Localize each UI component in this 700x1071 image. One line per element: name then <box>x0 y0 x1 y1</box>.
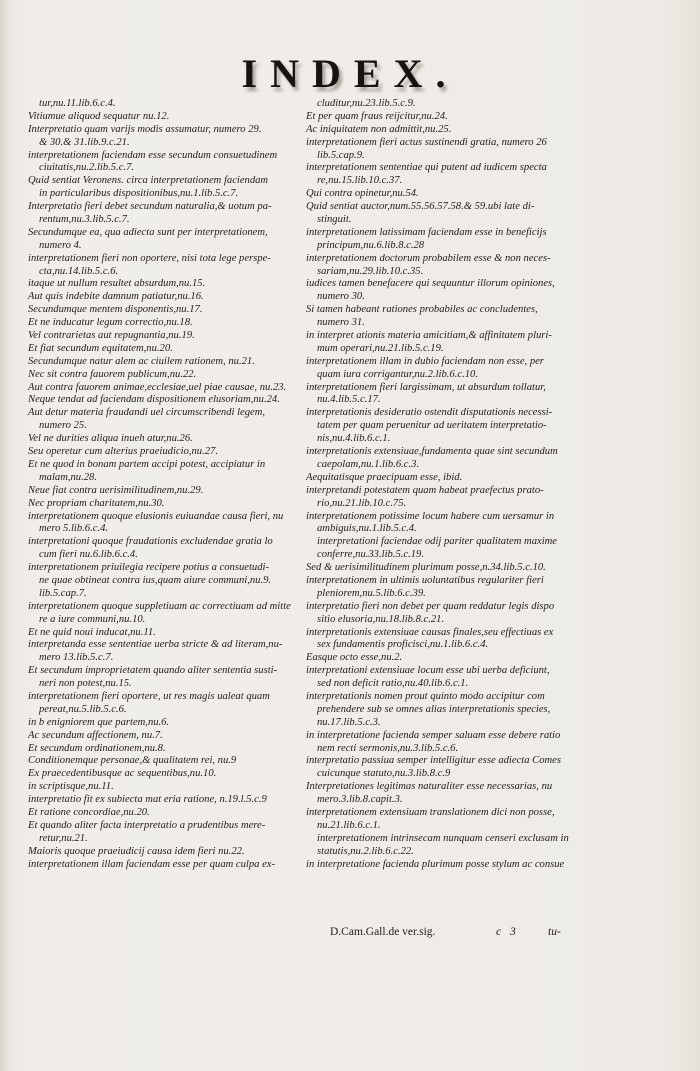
index-entry-line: Et secundum ordinationem,nu.8. <box>28 742 166 754</box>
index-entry-line: Quid sentiat auctor,num.55.56.57.58.& 59.ubi late di- <box>306 201 535 213</box>
index-entry-line: interpretationem illam in dubio faciendam non esse, per <box>306 355 544 367</box>
index-entry-line: in interpret ationis materia amicitiam,& affinitatem pluri- <box>306 330 552 342</box>
index-column-right <box>306 98 668 871</box>
index-entry-line: nu.4.lib.5.c.17. <box>317 394 381 406</box>
index-entry-line: in scriptisque,nu.11. <box>28 781 114 793</box>
index-entry-line: in particularibus dispositionibus,nu.1.lib.5.c.7. <box>39 188 239 200</box>
index-entry-line: interpretationis desideratio ostendit disputationis necessi- <box>306 407 553 419</box>
index-entry-line: tur,nu.11.lib.6.c.4. <box>39 98 116 109</box>
index-entry-line: sex fundamentis proficisci,nu.1.lib.6.c.4. <box>317 639 489 651</box>
index-entry-line: mum operari,nu.21.lib.5.c.19. <box>317 342 444 354</box>
index-entry-line: nu.17.lib.5.c.3. <box>317 716 381 728</box>
index-entry-line: rentum,nu.3.lib.5.c.7. <box>39 214 130 226</box>
index-entry-line: sitio elusoria,nu.18.lib.8.c.21. <box>317 613 445 625</box>
index-entry-line: caepolam,nu.1.lib.6.c.3. <box>317 458 420 470</box>
index-entry-line: in b enigniorem que partem,nu.6. <box>28 716 170 728</box>
index-entry-line: Nec propriam charitatem,nu.30. <box>28 497 165 509</box>
index-entry-line: itaque ut nullum resultet absurdum,nu.15. <box>28 278 206 290</box>
index-entry-line: ambiguis,nu.1.lib.5.c.4. <box>317 523 417 535</box>
index-entry-line: Ac iniquitatem non admittit,nu.25. <box>306 123 452 135</box>
index-entry-line: re a iure communi,nu.10. <box>39 613 146 625</box>
index-entry-line: interpretationi faciendae odij pariter qualitatem maxime <box>317 536 557 548</box>
index-entry-line: iudices tamen benefacere qui sequuntur illorum opiniones, <box>306 278 555 290</box>
index-entry-line: interpretationem illam faciendam esse per quam culpa ex- <box>28 858 276 870</box>
index-entry-line: Vel contrarietas aut repugnantia,nu.19. <box>28 330 195 342</box>
index-entry-line: Aut contra fauorem animae,ecclesiae,uel piae causae, nu.23. <box>28 381 287 393</box>
index-entry-line: interpretationis extensiuae causas finales,seu effectiuas ex <box>306 626 554 638</box>
index-entry-line: Vel ne durities aliqua inueh atur,nu.26. <box>28 433 193 445</box>
index-entry-line: sed non deficit ratio,nu.40.lib.6.c.1. <box>317 678 469 690</box>
index-entry-line: statutis,nu.2.lib.6.c.22. <box>317 845 414 857</box>
index-entry-line: Et ne quod in bonam partem accipi potest, accipiatur in <box>28 458 266 470</box>
index-entry-line: Interpretationes legitimas naturaliter esse necessarias, nu <box>306 781 553 793</box>
index-entry-line: numero 25. <box>39 420 87 432</box>
footer-title: D.Cam.Gall.de ver.sig. <box>330 926 436 938</box>
index-entry-line: interpretatio passiua semper intelligitur esse adiecta Comes <box>306 755 562 767</box>
index-entry-line: interpretationi extensiuae locum esse ubi uerba deficiunt, <box>306 665 550 677</box>
index-entry-line: interpretandi potestatem quam habeat praefectus prato- <box>306 484 544 496</box>
index-entry-line: Et per quam fraus reijcitur,nu.24. <box>306 110 448 122</box>
index-entry-line: tatem per quam peruenitur ad ueritatem interpretatio- <box>317 420 547 432</box>
index-entry-line: Ac secundum affectionem, nu.7. <box>28 729 163 741</box>
index-entry-line: Et ne inducatur legum correctio,nu.18. <box>28 317 193 329</box>
index-entry-line: Ex praecedentibusque ac sequentibus,nu.10. <box>28 768 217 780</box>
index-entry-line: interpretationem fieri actus sustinendi gratia, numero 26 <box>306 136 547 148</box>
index-entry-line: interpretationem extensiuam translationem dici non posse, <box>306 806 555 818</box>
index-entry-line: nu.21.lib.6.c.1. <box>317 819 381 831</box>
index-entry-line: interpretationem fieri non oportere, nisi tota lege perspe- <box>28 252 271 264</box>
index-entry-line: Et ratione concordiae,nu.20. <box>28 806 150 818</box>
index-entry-line: stinguit. <box>317 214 352 226</box>
index-entry-line: Conditionemque personae,& qualitatem rei, nu.9 <box>28 755 237 767</box>
index-entry-line: Quid sentiat Veronens. circa interpretationem faciendam <box>28 175 269 187</box>
index-entry-line: conferre,nu.33.lib.5.c.19. <box>317 549 424 561</box>
page-footer <box>330 926 670 938</box>
index-entry-line: ne quae obtineat contra ius,quam aiure communi,nu.9. <box>39 574 272 586</box>
index-entry-line: prehendere sub se omnes alias interpretationis species, <box>317 703 551 715</box>
index-entry-line: malam,nu.28. <box>39 471 97 483</box>
index-entry-line: numero 4. <box>39 239 82 251</box>
index-entry-line: cluditur,nu.23.lib.5.c.9. <box>317 98 416 109</box>
index-entry-line: interpretationis extensiuae,fundamenta quae sint secundum <box>306 446 558 458</box>
index-entry-line: Nec sit contra fauorem publicum,nu.22. <box>28 368 197 380</box>
page-heading: INDEX. <box>241 51 459 96</box>
index-entry-line: Aut detur materia fraudandi uel circumscribendi legem, <box>28 407 266 419</box>
index-entry-line: interpretationem intrinsecam nunquam censeri exclusam in <box>317 832 569 844</box>
index-entry-line: Interpretatio quam varijs modis assumatur, numero 29. <box>28 123 262 135</box>
catchword: tu- <box>548 926 561 938</box>
index-entry-line: numero 31. <box>317 317 365 329</box>
index-entry-line: Qui contra opinetur,nu.54. <box>306 188 419 200</box>
index-entry-line: Easque octo esse,nu.2. <box>306 652 403 664</box>
index-entry-line: nem recti sermonis,nu.3.lib.5.c.6. <box>317 742 459 754</box>
index-entry-line: neri non potest,nu.15. <box>39 678 132 690</box>
index-entry-line: Secundumque ea, qua adiecta sunt per interpretationem, <box>28 226 268 238</box>
index-entry-line: interpretationem latissimam faciendam esse in beneficijs <box>306 226 547 238</box>
index-entry-line: mero 13.lib.5.c.7. <box>39 652 114 664</box>
index-entry-line: interpretationi quoque fraudationis excludendae gratia lo <box>28 536 273 548</box>
index-column-left <box>28 98 306 871</box>
index-entry-line: rio,nu.21.lib.10.c.75. <box>317 497 407 509</box>
index-entry-line: Sed & uerisimilitudinem plurimum posse,n.34.lib.5.c.10. <box>306 562 546 574</box>
index-entry-line: Et quando aliter facta interpretatio a prudentibus mere- <box>28 819 266 831</box>
index-entry-line: interpretationem fieri largissimam, ut absurdum tollatur, <box>306 381 546 393</box>
index-entry-line: interpretationem fieri oportere, ut res magis ualeat quam <box>28 690 270 702</box>
index-entry-line: Si tamen habeant rationes probabiles ac concludentes, <box>306 304 538 316</box>
index-entry-line: quam iura corrigantur,nu.2.lib.6.c.10. <box>317 368 478 380</box>
index-entry-line: cuicunque statuto,nu.3.lib.8.c.9 <box>317 768 451 780</box>
index-entry-line: numero 30. <box>317 291 365 303</box>
index-entry-line: Maioris quoque praeiudicij causa idem fieri nu.22. <box>28 845 245 857</box>
signature-mark: c 3 <box>496 926 519 938</box>
index-entry-line: interpretationem potissime locum habere cum uersamur in <box>306 510 555 522</box>
index-entry-line: ciuitatis,nu.2.lib.5.c.7. <box>39 162 135 174</box>
index-entry-line: interpretatio fit ex subiecta mat eria ratione, n.19.l.5.c.9 <box>28 794 267 806</box>
index-entry-line: interpretanda esse sententiae uerba stricte & ad literam,nu- <box>28 639 283 651</box>
index-entry-line: re,nu.15.lib.10.c.37. <box>317 175 403 187</box>
index-entry-line: Vitiumue aliquod sequatur nu.12. <box>28 110 170 122</box>
index-entry-line: interpretationis nomen prout quinto modo accipitur com <box>306 690 545 702</box>
index-entry-line: Secundumque natur alem ac ciuilem rationem, nu.21. <box>28 355 255 367</box>
index-entry-line: lib.5.cap.9. <box>317 149 365 161</box>
index-entry-line: Secundumque mentem disponentis,nu.17. <box>28 304 203 316</box>
index-entry-line: sariam,nu.29.lib.10.c.35. <box>317 265 424 277</box>
index-entry-line: nis,nu.4.lib.6.c.1. <box>317 433 391 445</box>
index-entry-line: lib.5.cap.7. <box>39 587 87 599</box>
index-entry-line: Aut quis indebite damnum patiatur,nu.16. <box>28 291 204 303</box>
index-entry-line: Neque tendat ad faciendam dispositionem elusoriam,nu.24. <box>28 394 280 406</box>
index-entry-line: cum fieri nu.6.lib.6.c.4. <box>39 549 138 561</box>
index-entry-line: in interpretatione facienda plurimum posse stylum ac consue <box>306 858 565 870</box>
index-entry-line: interpretationem quoque suppletiuam ac correctiuam ad mitte <box>28 600 291 612</box>
index-entry-line: Neue fiat contra uerisimilitudinem,nu.29. <box>28 484 204 496</box>
index-entry-line: interpretationem sententiae qui putent ad iudicem specta <box>306 162 547 174</box>
index-entry-line: interpretationem quoque elusionis euiuandae causa fieri, nu <box>28 510 284 522</box>
index-entry-line: Et ne quid noui inducat,nu.11. <box>28 626 156 638</box>
index-entry-line: principum,nu.6.lib.8.c.28 <box>317 239 425 251</box>
index-entry-line: Aequitatisque praecipuam esse, ibid. <box>306 471 463 483</box>
index-entry-line: Et secundum improprietatem quando aliter sententia susti- <box>28 665 278 677</box>
index-entry-line: retur,nu.21. <box>39 832 88 844</box>
index-entry-line: in interpretatione facienda semper saluam esse debere ratio <box>306 729 561 741</box>
index-entry-line: interpretatio fieri non debet per quam reddatur legis dispo <box>306 600 555 612</box>
index-entry-line: pereat,nu.5.lib.5.c.6. <box>39 703 127 715</box>
index-entry-line: Et fiat secundum equitatem,nu.20. <box>28 342 173 354</box>
index-entry-line: Seu operetur cum alterius praeiudicio,nu.27. <box>28 446 218 458</box>
index-entry-line: interpretationem doctorum probabilem esse & non neces- <box>306 252 551 264</box>
index-entry-line: cta,nu.14.lib.5.c.6. <box>39 265 119 277</box>
index-entry-line: interpretationem faciendam esse secundum consuetudinem <box>28 149 278 161</box>
index-entry-line: & 30.& 31.lib.9.c.21. <box>39 136 130 148</box>
index-entry-line: mero 5.lib.6.c.4. <box>39 523 109 535</box>
index-entry-line: interpretationem in ultimis uoluntatibus regulariter fieri <box>306 574 544 586</box>
index-entry-line: pleniorem,nu.5.lib.6.c.39. <box>317 587 426 599</box>
index-entry-line: Interpretatio fieri debet secundum naturalia,& uotum pa- <box>28 201 272 213</box>
index-entry-line: mero.3.lib.8.capit.3. <box>317 794 403 806</box>
index-entry-line: interpretationem priuilegia recipere potius a consuetudi- <box>28 562 269 574</box>
